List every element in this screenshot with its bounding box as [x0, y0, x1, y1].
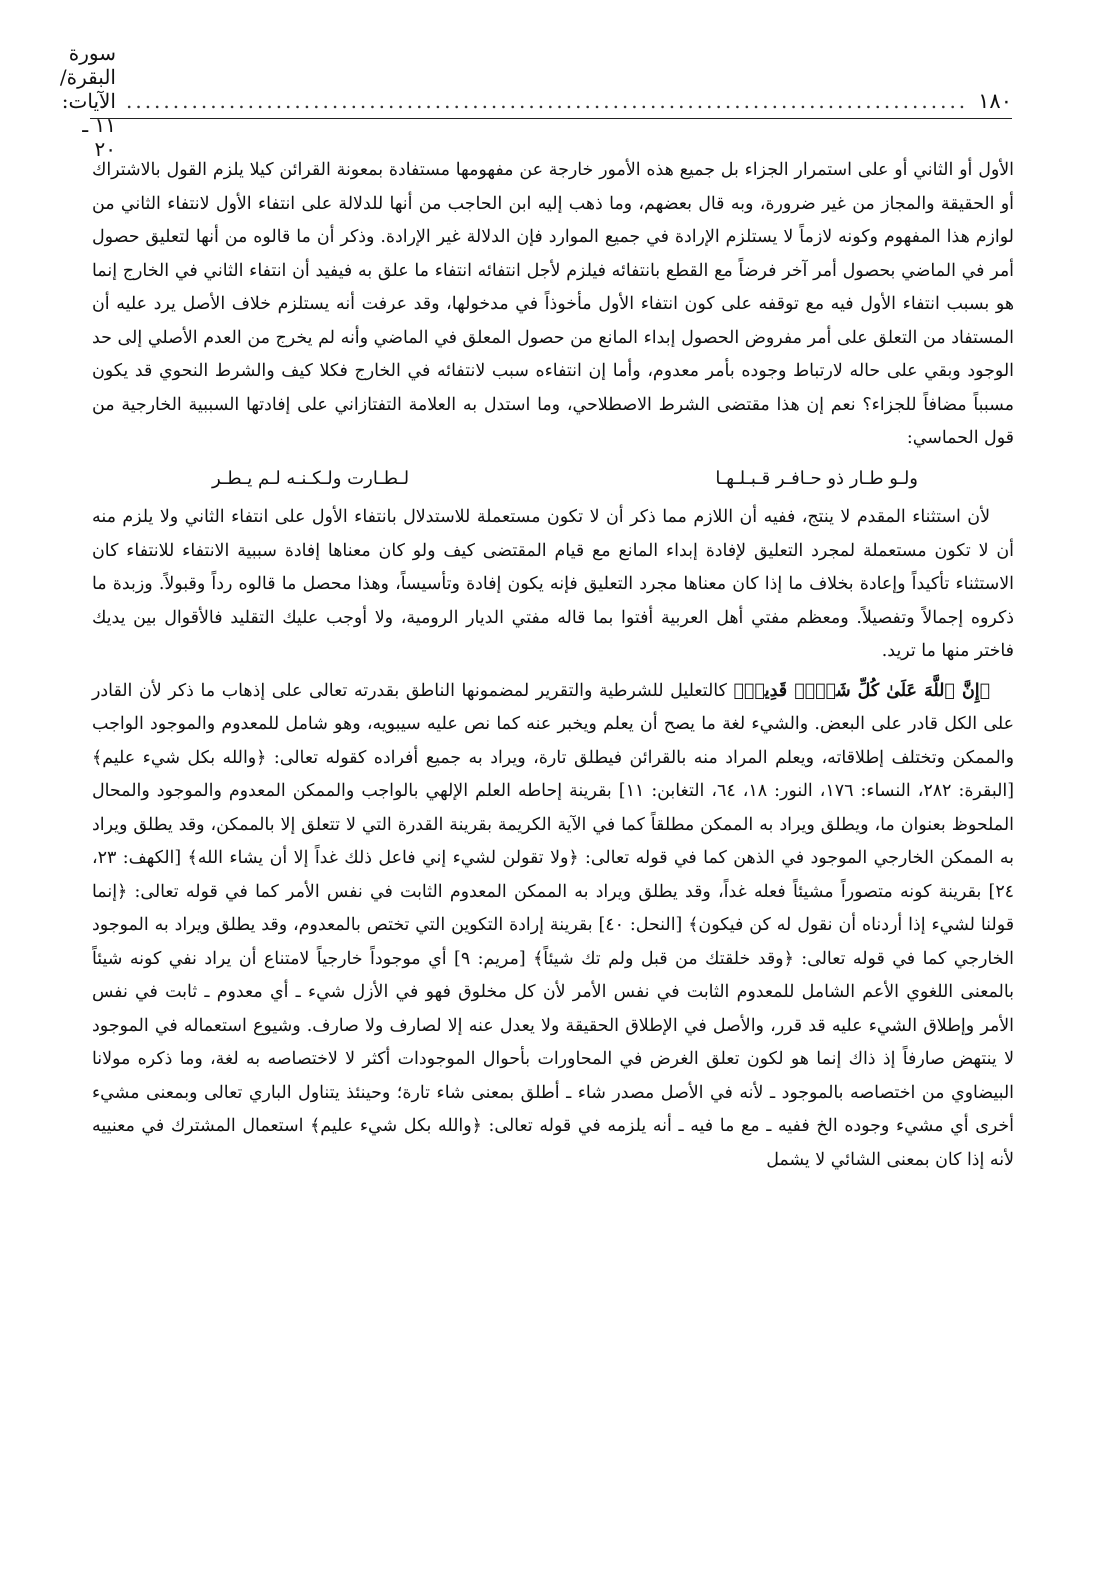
page-number: ١٨٠	[978, 89, 1012, 113]
paragraph-1: الأول أو الثاني أو على استمرار الجزاء بل جميع هذه الأمور خارجة عن مفهومها مستفادة بمعونة القرائن كيلا يلزم القول بالاشتراك أو الحقيقة والمجاز من غير ضرورة، وبه قال بعضهم، وما ذهب إليه ابن الحاجب من أنها للدلالة على انتفاء الأول لانتفاء الثاني من لوازم هذا المفهوم وكونه لازماً لا يستلزم الإرادة في جميع الموارد فإن الدلالة غير الإرادة. وذكر أن ما قالوه من أنها لتعليق حصول أمر في الماضي بحصول أمر آخر فرضاً مع القطع بانتفائه فيلزم لأجل انتفائه انتفاء ما علق به فيفيد أن انتفاء الثاني في الخارج إنما هو بسبب انتفاء الأول فيه مع توقفه على كون انتفاء الأول مأخوذاً في مدخولها، وقد عرفت أنه يستلزم خلاف الأصل يرد عليه أن المستفاد من التعلق على أمر مفروض الحصول إبداء المانع من حصول المعلق في الماضي وأنه لم يخرج من العدم الأصلي إلى حد الوجود وبقي على حاله لارتباط وجوده بأمر معدوم، وأما إن انتفاءه سبب لانتفائه في الخارج فكلا كيف والشرط النحوي قد يكون مسبباً مضافاً للجزاء؟ نعم إن هذا مقتضى الشرط الاصطلاحي، وما استدل به العلامة التفتازاني على إفادتها السببية الخارجية من قول الحماسي:	[92, 160, 1014, 448]
running-header	[59, 41, 1012, 161]
commentary-text: كالتعليل للشرطية والتقرير لمضمونها الناطق بقدرته تعالى على إذهاب ما ذكر لأن القادر على الكل قادر على البعض. والشيء لغة ما يصح أن يعلم ويخبر عنه كما نص عليه سيبويه، وهو شامل للمعدوم والموجود الواجب والممكن وتختلف إطلاقاته، ويعلم المراد منه بالقرائن فيطلق تارة، ويراد به جميع أفراده كقوله تعالى: ﴿والله بكل شيء عليم﴾ [البقرة: ٢٨٢، النساء: ١٧٦، النور: ١٨، ٦٤، التغابن: ١١] بقرينة إحاطه العلم الإلهي بالواجب والممكن المعدوم والموجود والمحال الملحوظ بعنوان ما، ويطلق ويراد به الممكن مطلقاً كما في الآية الكريمة بقرينة القدرة التي لا تتعلق إلا بالممكن، وقد يطلق ويراد به الممكن الخارجي الموجود في الذهن كما في قوله تعالى: ﴿ولا تقولن لشيء إني فاعل ذلك غداً إلا أن يشاء الله﴾ [الكهف: ٢٣، ٢٤] بقرينة كونه متصوراً مشيئاً فعله غداً، وقد يطلق ويراد به الممكن المعدوم الثابت في نفس الأمر كما في قوله تعالى: ﴿إنما قولنا لشيء إذا أردناه أن نقول له كن فيكون﴾ [النحل: ٤٠] بقرينة إرادة التكوين التي تختص بالمعدوم، وقد يطلق ويراد به الموجود الخارجي كما في قوله تعالى: ﴿وقد خلقتك من قبل ولم تك شيئاً﴾ [مريم: ٩] أي موجوداً خارجياً لامتناع أن يراد نفي كونه شيئاً بالمعنى اللغوي الأعم الشامل للمعدوم الثابت في نفس الأمر لأن كل مخلوق فهو في الأزل شيء ـ أي معدوم ـ ثابت في نفس الأمر وإطلاق الشيء عليه قد قرر، والأصل في الإطلاق الحقيقة ولا يعدل عنه إلا لصارف ولا صارف. وشيوع استعماله في الموجود لا ينتهض صارفاً إذ ذاك إنما هو لكون تعلق الغرض في المحاورات بأحوال الموجودات أكثر لا لاختصاصه به لغة، وما ذكره مولانا البيضاوي من اختصاصه بالموجود ـ لأنه في الأصل مصدر شاء ـ أطلق بمعنى شاء تارة؛ وحينئذ يتناول الباري تعالى وبمعنى مشيء أخرى أي مشيء وجوده الخ ففيه ـ مع ما فيه ـ أنه يلزمه في قوله تعالى: ﴿والله بكل شيء عليم﴾ استعمال المشترك في معنييه لأنه إذا كان بمعنى الشائي لا يشمل	[92, 680, 1015, 1170]
quran-verse: إِنَّ ٱللَّهَ عَلَىٰ كُلِّ شَيۡءٖ قَدِيرٞ	[743, 680, 980, 701]
header-leader-dots: ..........................................................................................	[125, 89, 969, 113]
verse-first-hemistich: ولـو طـار ذو حـافـر قـبـلـهـا	[715, 467, 918, 489]
quran-commentary-paragraph	[92, 675, 1014, 1178]
verse-close-bracket: ﴾	[733, 680, 744, 701]
header-title: سورة البقرة/ الآيات: ١١ ـ ٢٠	[59, 41, 116, 161]
poetry-verse	[212, 462, 918, 496]
verse-second-hemistich: لـطـارت ولـكـنـه لـم يـطـر	[212, 467, 410, 489]
page-body	[92, 154, 1014, 1558]
paragraph-2: لأن استثناء المقدم لا ينتج، ففيه أن اللازم مما ذكر أن لا تكون مستعملة للاستدلال بانتفاء الأول على انتفاء الثاني ولا يلزم منه أن لا تكون مستعملة لمجرد التعليق لإفادة إبداء المانع مع قيام المقتضى كيف ولو كان معناها إفادة سببية الانتفاء للانتفاء كان الاستثناء تأكيداً وإعادة بخلاف ما إذا كان معناها مجرد التعليق فإنه يكون إفادة وتأسيساً، وهذا محصل ما قالوه رداً وقبولاً. وزبدة ما ذكروه إجمالاً وتفصيلاً. ومعظم مفتي أهل العربية أفتوا بما قاله مفتي الديار الرومية، ولا أوجب عليك التقليد فالأقوال بين يديك فاختر منها ما تريد.	[92, 507, 1014, 661]
verse-open-bracket: ﴿	[979, 680, 990, 701]
